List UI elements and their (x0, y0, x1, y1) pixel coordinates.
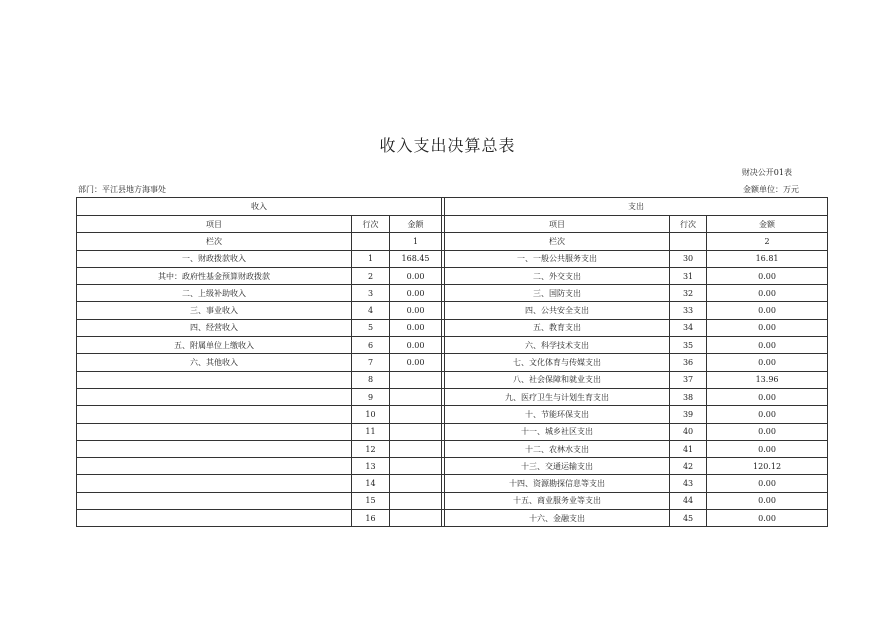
expense-item-index: 栏次 (445, 233, 670, 250)
income-amount-cell: 0.00 (390, 302, 442, 319)
income-item-cell (77, 440, 352, 457)
expense-row-no-cell: 30 (670, 250, 707, 267)
expense-item-cell: 六、科学技术支出 (445, 337, 670, 354)
expense-amount-cell: 120.12 (707, 458, 828, 475)
expense-item-cell: 九、医疗卫生与计划生育支出 (445, 388, 670, 405)
income-row-no-cell: 12 (352, 440, 390, 457)
expense-amount-cell: 0.00 (707, 423, 828, 440)
expense-amount-cell: 0.00 (707, 406, 828, 423)
income-amount-cell (390, 510, 442, 527)
expense-item-header: 项目 (445, 216, 670, 233)
income-row-no-cell: 16 (352, 510, 390, 527)
income-amount-cell (390, 371, 442, 388)
expense-amount-cell: 16.81 (707, 250, 828, 267)
income-amount-cell: 0.00 (390, 337, 442, 354)
income-row-no-cell: 1 (352, 250, 390, 267)
expense-amount-index: 2 (707, 233, 828, 250)
income-item-cell: 四、经营收入 (77, 319, 352, 336)
expense-row-no-cell: 32 (670, 285, 707, 302)
summary-table (76, 197, 828, 527)
expense-amount-cell: 13.96 (707, 371, 828, 388)
income-row-no-cell: 8 (352, 371, 390, 388)
income-amount-cell (390, 388, 442, 405)
income-row-no-cell: 9 (352, 388, 390, 405)
table-row (77, 354, 828, 371)
expense-amount-cell: 0.00 (707, 492, 828, 509)
expense-row-no-cell: 33 (670, 302, 707, 319)
income-item-cell (77, 492, 352, 509)
income-group-header: 收入 (77, 198, 442, 216)
expense-row-no-cell: 38 (670, 388, 707, 405)
income-row-no-cell: 3 (352, 285, 390, 302)
expense-item-cell: 四、公共安全支出 (445, 302, 670, 319)
expense-item-cell: 一、一般公共服务支出 (445, 250, 670, 267)
income-item-cell: 一、财政拨款收入 (77, 250, 352, 267)
income-amount-cell: 0.00 (390, 319, 442, 336)
income-amount-cell: 0.00 (390, 267, 442, 284)
income-amount-cell (390, 458, 442, 475)
expense-row-no-cell: 37 (670, 371, 707, 388)
income-item-header: 项目 (77, 216, 352, 233)
expense-row-no-cell: 35 (670, 337, 707, 354)
expense-row-no-cell: 36 (670, 354, 707, 371)
income-amount-cell: 168.45 (390, 250, 442, 267)
table-row (77, 492, 828, 509)
income-row-no-index (352, 233, 390, 250)
expense-amount-cell: 0.00 (707, 302, 828, 319)
expense-item-cell: 十、节能环保支出 (445, 406, 670, 423)
table-row (77, 423, 828, 440)
expense-amount-cell: 0.00 (707, 510, 828, 527)
expense-amount-cell: 0.00 (707, 475, 828, 492)
income-row-no-cell: 10 (352, 406, 390, 423)
expense-amount-cell: 0.00 (707, 440, 828, 457)
table-row (77, 475, 828, 492)
expense-amount-cell: 0.00 (707, 354, 828, 371)
income-row-no-header: 行次 (352, 216, 390, 233)
income-item-cell: 六、其他收入 (77, 354, 352, 371)
column-header-row (77, 216, 828, 233)
expense-row-no-cell: 42 (670, 458, 707, 475)
income-row-no-cell: 6 (352, 337, 390, 354)
income-row-no-cell: 4 (352, 302, 390, 319)
expense-amount-cell: 0.00 (707, 388, 828, 405)
income-row-no-cell: 7 (352, 354, 390, 371)
expense-row-no-index (670, 233, 707, 250)
table-row (77, 458, 828, 475)
income-amount-cell: 0.00 (390, 285, 442, 302)
expense-row-no-cell: 40 (670, 423, 707, 440)
expense-item-cell: 十六、金融支出 (445, 510, 670, 527)
expense-amount-header: 金额 (707, 216, 828, 233)
income-row-no-cell: 5 (352, 319, 390, 336)
table-row (77, 337, 828, 354)
unit-label: 金额单位：万元 (743, 185, 799, 194)
expense-item-cell: 十四、资源勘探信息等支出 (445, 475, 670, 492)
table-row (77, 319, 828, 336)
expense-row-no-cell: 31 (670, 267, 707, 284)
expense-row-no-cell: 41 (670, 440, 707, 457)
table-row (77, 406, 828, 423)
expense-row-no-cell: 44 (670, 492, 707, 509)
expense-item-cell: 十二、农林水支出 (445, 440, 670, 457)
expense-item-cell: 二、外交支出 (445, 267, 670, 284)
table-row (77, 267, 828, 284)
income-item-cell: 五、附属单位上缴收入 (77, 337, 352, 354)
income-row-no-cell: 2 (352, 267, 390, 284)
table-row (77, 250, 828, 267)
income-item-cell (77, 406, 352, 423)
income-amount-cell (390, 423, 442, 440)
income-amount-header: 金额 (390, 216, 442, 233)
table-row (77, 302, 828, 319)
expense-amount-cell: 0.00 (707, 319, 828, 336)
table-row (77, 440, 828, 457)
expense-row-no-cell: 43 (670, 475, 707, 492)
expense-row-no-cell: 45 (670, 510, 707, 527)
expense-item-cell: 十一、城乡社区支出 (445, 423, 670, 440)
department-label: 部门：平江县地方海事处 (78, 185, 166, 194)
income-item-cell (77, 371, 352, 388)
expense-item-cell: 三、国防支出 (445, 285, 670, 302)
income-row-no-cell: 13 (352, 458, 390, 475)
form-code: 财决公开01表 (741, 168, 792, 177)
income-row-no-cell: 15 (352, 492, 390, 509)
table-row (77, 388, 828, 405)
income-amount-cell: 0.00 (390, 354, 442, 371)
expense-item-cell: 八、社会保障和就业支出 (445, 371, 670, 388)
expense-row-no-cell: 34 (670, 319, 707, 336)
table-row (77, 510, 828, 527)
expense-group-header: 支出 (445, 198, 828, 216)
table-row (77, 371, 828, 388)
income-row-no-cell: 14 (352, 475, 390, 492)
income-amount-index: 1 (390, 233, 442, 250)
income-item-cell: 三、事业收入 (77, 302, 352, 319)
income-item-cell (77, 458, 352, 475)
expense-item-cell: 七、文化体育与传媒支出 (445, 354, 670, 371)
expense-row-no-cell: 39 (670, 406, 707, 423)
income-item-cell (77, 388, 352, 405)
income-amount-cell (390, 492, 442, 509)
expense-amount-cell: 0.00 (707, 337, 828, 354)
expense-item-cell: 十五、商业服务业等支出 (445, 492, 670, 509)
expense-item-cell: 十三、交通运输支出 (445, 458, 670, 475)
income-row-no-cell: 11 (352, 423, 390, 440)
page-title: 收入支出决算总表 (379, 136, 516, 155)
income-item-cell (77, 510, 352, 527)
income-item-cell (77, 475, 352, 492)
income-amount-cell (390, 440, 442, 457)
expense-amount-cell: 0.00 (707, 267, 828, 284)
table-row (77, 285, 828, 302)
income-item-index: 栏次 (77, 233, 352, 250)
income-amount-cell (390, 406, 442, 423)
income-item-cell: 二、上级补助收入 (77, 285, 352, 302)
income-item-cell: 其中：政府性基金预算财政拨款 (77, 267, 352, 284)
expense-amount-cell: 0.00 (707, 285, 828, 302)
expense-row-no-header: 行次 (670, 216, 707, 233)
income-item-cell (77, 423, 352, 440)
group-header-row (77, 198, 828, 216)
income-amount-cell (390, 475, 442, 492)
column-index-row (77, 233, 828, 250)
expense-item-cell: 五、教育支出 (445, 319, 670, 336)
